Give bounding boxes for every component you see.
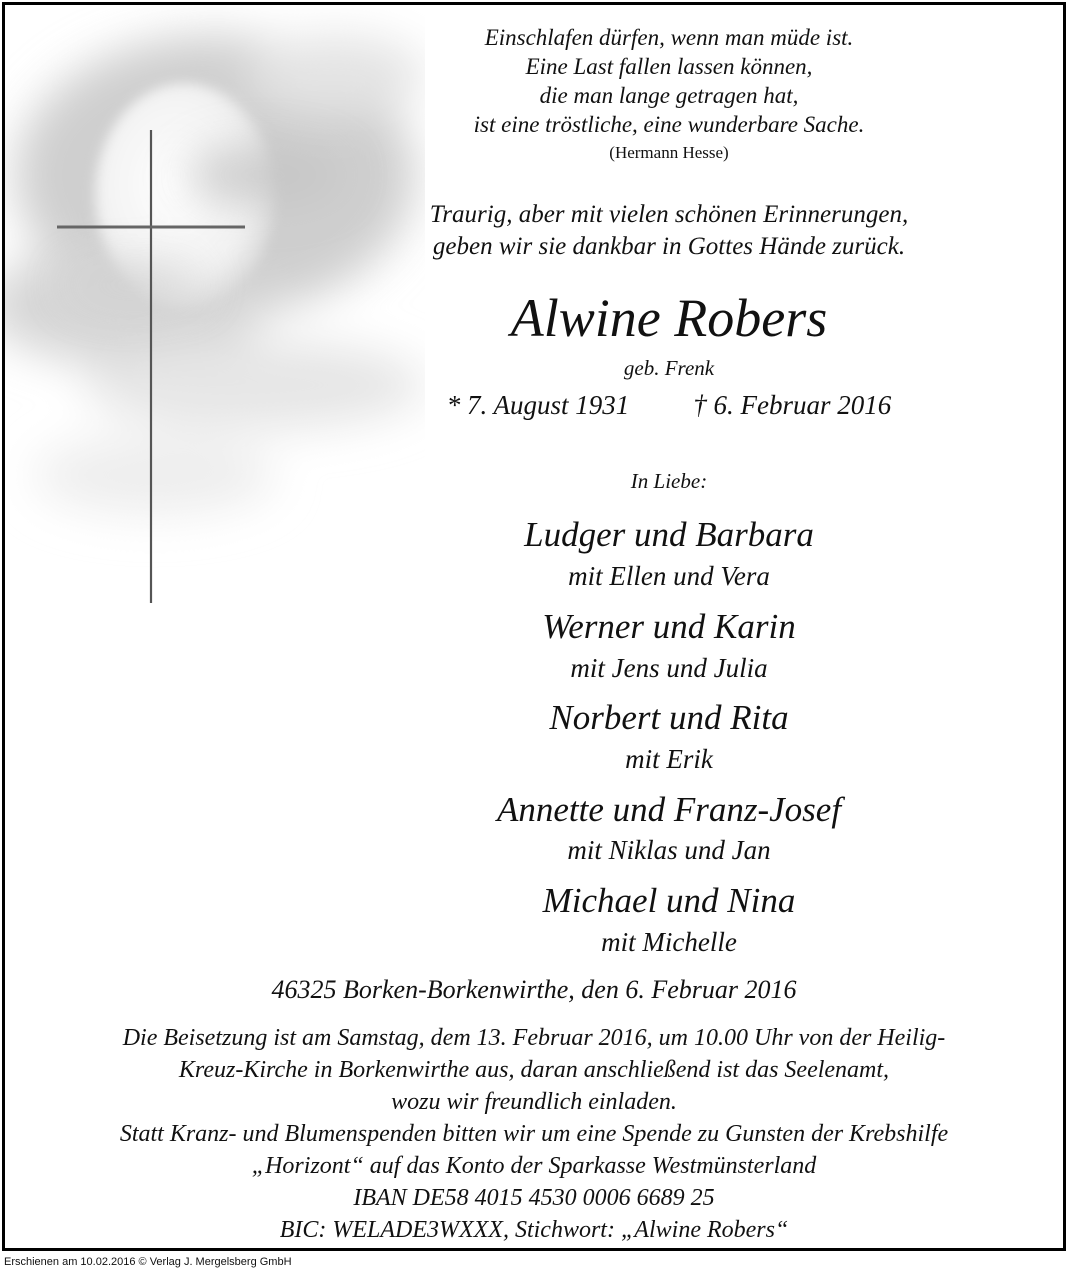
notice-line: Die Beisetzung ist am Samstag, dem 13. Februar 2016, um 10.00 Uhr von der Heilig- [122,1025,946,1051]
moon-shape [95,83,275,307]
notice-line: Kreuz-Kirche in Borkenwirthe aus, daran anschließend ist das Seelenamt, [178,1057,890,1083]
poem-line: die man lange getragen hat, [539,83,799,108]
family-couple: Norbert und Rita [549,698,789,737]
family-children: mit Jens und Julia [570,653,768,683]
family-children: mit Niklas und Jan [567,835,771,865]
family-children: mit Erik [625,744,713,774]
notice-line: BIC: WELADE3WXXX, Stichwort: „Alwine Robers“ [279,1217,789,1243]
family-couple: Michael und Nina [542,881,796,920]
family-couple: Werner und Karin [542,607,796,646]
death-date: † 6. Februar 2016 [693,390,892,420]
family-children: mit Ellen und Vera [568,561,770,591]
intro-line: Traurig, aber mit vielen schönen Erinnerungen, [429,201,909,228]
intro-line: geben wir sie dankbar in Gottes Hände zurück. [432,233,906,260]
publication-footer: Erschienen am 10.02.2016 © Verlag J. Mergelsberg GmbH [4,1256,292,1268]
maiden-name: geb. Frenk [623,356,715,380]
in-love-label: In Liebe: [630,469,708,493]
notice-line: wozu wir freundlich einladen. [391,1089,677,1115]
notice-line: IBAN DE58 4015 4530 0006 6689 25 [353,1185,715,1211]
poem-author: (Hermann Hesse) [609,143,729,162]
birth-date: * 7. August 1931 [446,390,630,420]
poem-line: ist eine tröstliche, eine wunderbare Sache. [473,112,865,137]
obituary-frame [2,2,1066,1251]
notice-line: „Horizont“ auf das Konto der Sparkasse Westmünsterland [251,1153,817,1179]
life-dates [295,390,1043,421]
poem-line: Einschlafen dürfen, wenn man müde ist. [484,25,854,50]
family-couple: Ludger und Barbara [524,515,814,554]
poem-line: Eine Last fallen lassen können, [525,54,813,79]
notice-line: Statt Kranz- und Blumenspenden bitten wir um eine Spende zu Gunsten der Krebshilfe [119,1121,949,1147]
deceased-name: Alwine Robers [510,288,828,348]
family-couple: Annette und Franz-Josef [496,790,842,829]
family-children: mit Michelle [601,927,737,957]
place-date: 46325 Borken-Borkenwirthe, den 6. Februar 2016 [271,975,797,1004]
